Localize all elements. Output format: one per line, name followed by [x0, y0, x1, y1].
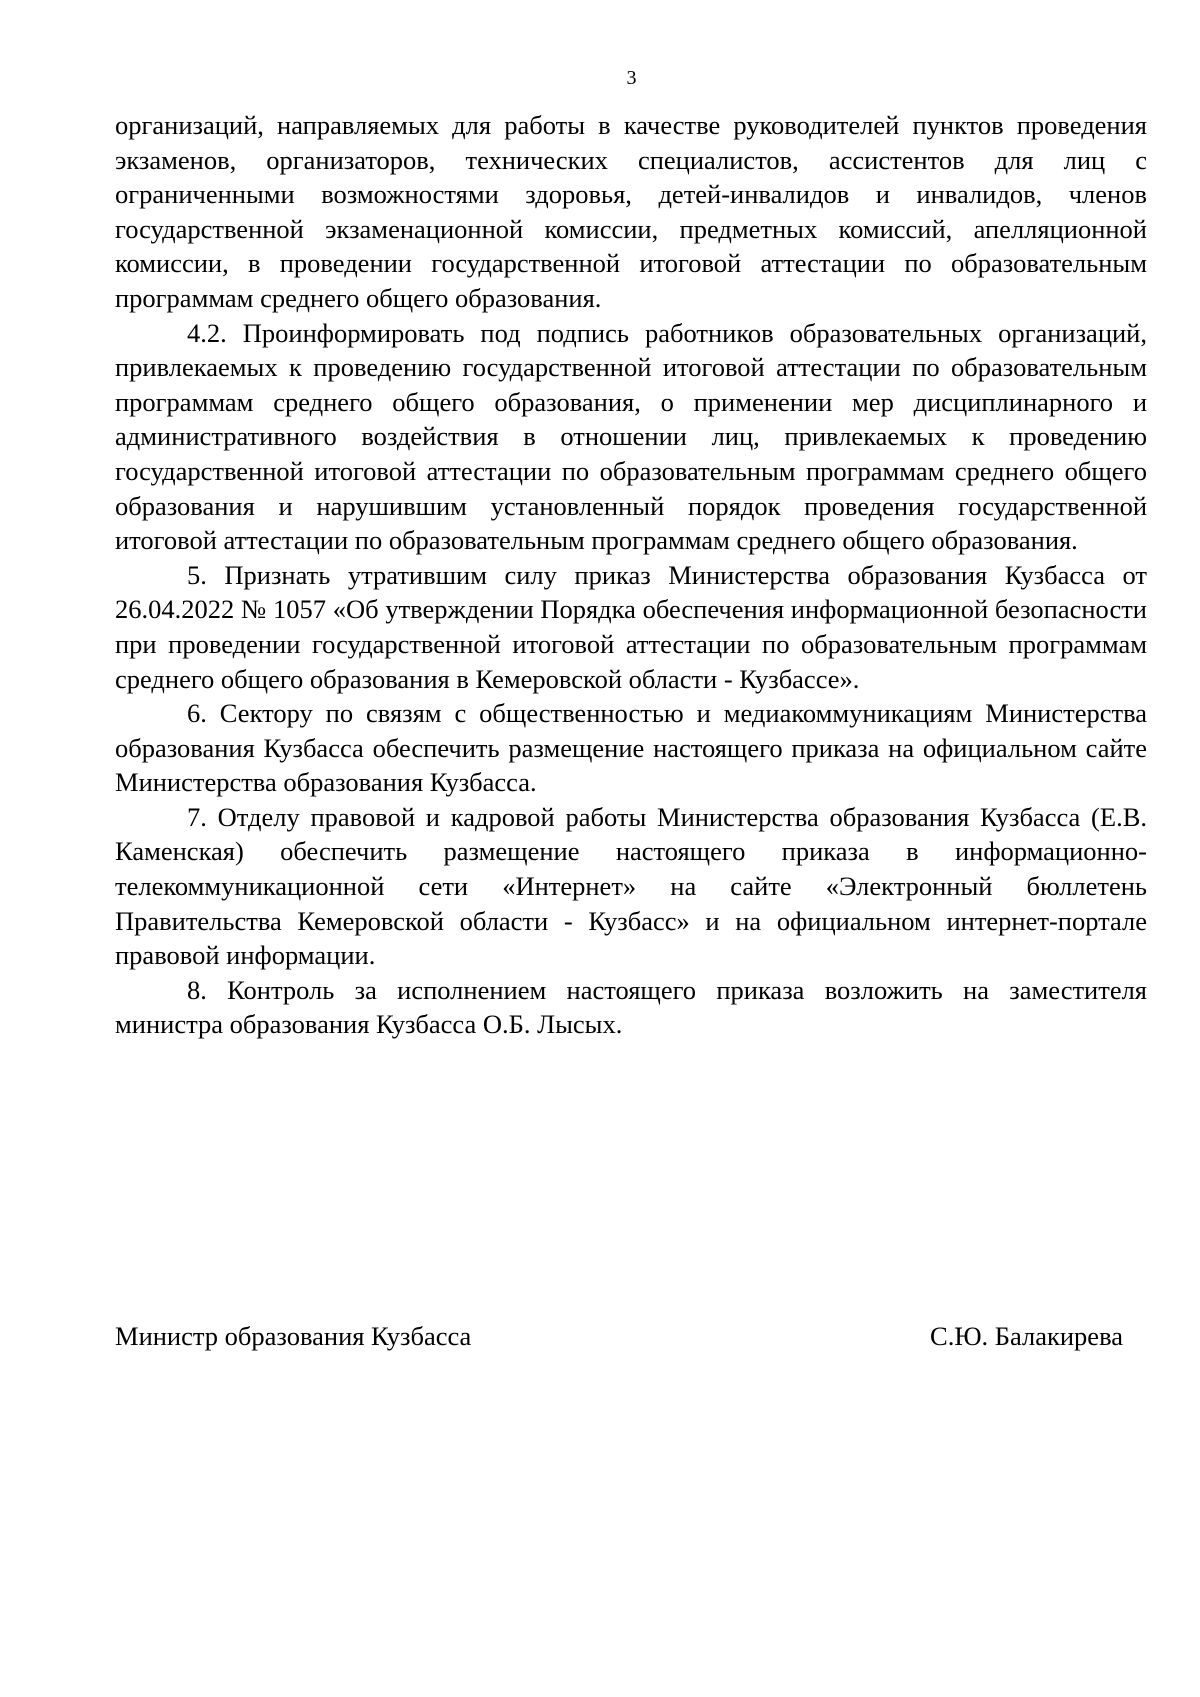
signatory-name: С.Ю. Балакирева	[930, 1321, 1123, 1351]
document-body	[115, 108, 1147, 1042]
signatory-position: Министр образования Кузбасса	[115, 1321, 472, 1351]
signature-block	[115, 1319, 1123, 1353]
paragraph-4-2: 4.2. Проинформировать под подпись работников образовательных организаций, привлекаемых к проведению государственной итоговой аттестации по образовательным программам среднего общего образования, о применении мер дисциплинарного и административного воздействия в отношении лиц, привлекаемых к проведению государственной итоговой аттестации по образовательным программам среднего общего образования и нарушившим установленный порядок проведения государственной итоговой аттестации по образовательным программам среднего общего образования.	[115, 317, 1147, 556]
paragraph-7: 7. Отделу правовой и кадровой работы Министерства образования Кузбасса (Е.В. Каменская) обеспечить размещение настоящего приказа в информационно-телекоммуникационной сети «Интернет» на сайте «Электронный бюллетень Правительства Кемеровской области - Кузбасс» и на официальном интернет-портале правовой информации.	[115, 801, 1147, 971]
paragraph-6: 6. Сектору по связям с общественностью и медиакоммуникациям Министерства образования Кузбасса обеспечить размещение настоящего приказа на официальном сайте Министерства образования Кузбасса.	[115, 698, 1147, 798]
paragraph-8: 8. Контроль за исполнением настоящего приказа возложить на заместителя министра образования Кузбасса О.Б. Лысых.	[115, 974, 1147, 1040]
paragraph-5: 5. Признать утратившим силу приказ Министерства образования Кузбасса от 26.04.2022 № 1057 «Об утверждении Порядка обеспечения информационной безопасности при проведении государственной итоговой аттестации по образовательным программам среднего общего образования в Кемеровской области - Кузбассе».	[115, 559, 1147, 694]
page-number: 3	[626, 67, 637, 89]
paragraph-continued: организаций, направляемых для работы в качестве руководителей пунктов проведения экзаменов, организаторов, технических специалистов, ассистентов для лиц с ограниченными возможностями здоровья, детей-инвалидов и инвалидов, членов государственной экзаменационной комиссии, предметных комиссий, апелляционной комиссии, в проведении государственной итоговой аттестации по образовательным программам среднего общего образования.	[115, 110, 1147, 313]
